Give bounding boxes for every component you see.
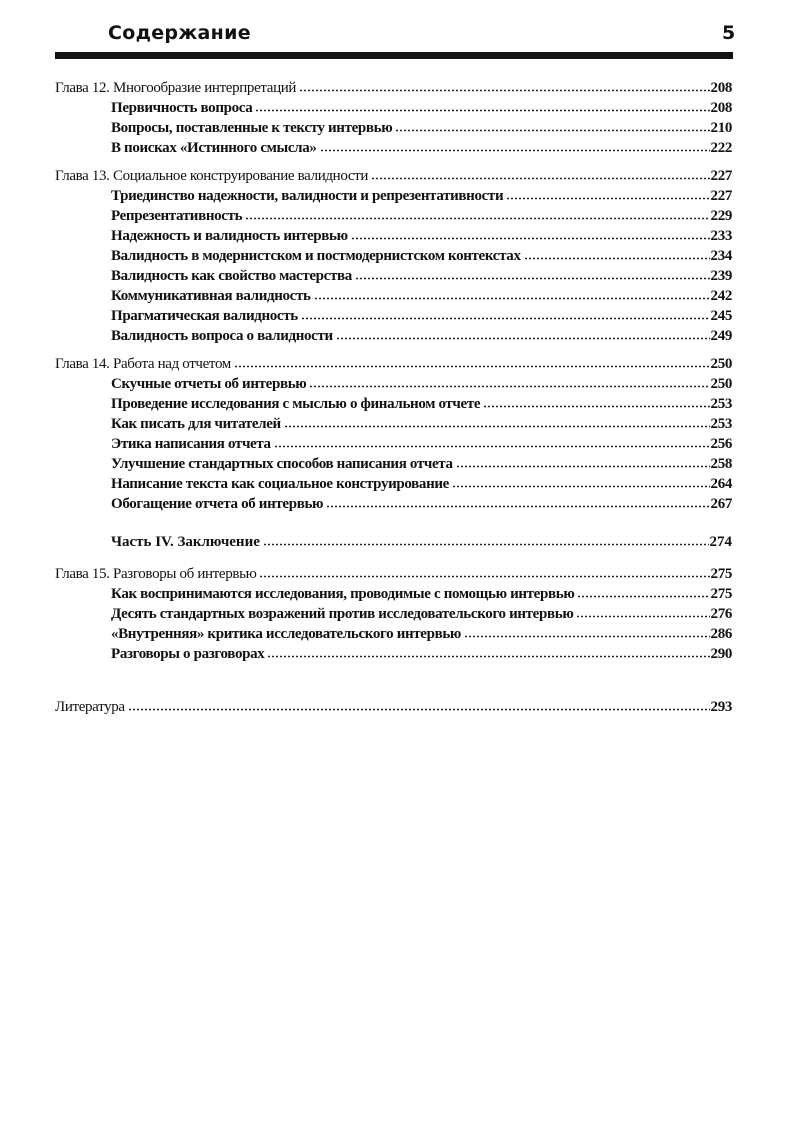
dot-leader — [234, 365, 710, 368]
dot-leader — [351, 237, 710, 240]
dot-leader — [371, 177, 709, 180]
dot-leader — [255, 109, 709, 112]
entry-title: Обогащение отчета об интервью — [111, 496, 324, 512]
entry-page: 233 — [710, 228, 732, 244]
entry-title: Разговоры о разговорах — [111, 646, 265, 662]
toc-section[interactable] — [55, 118, 732, 138]
entry-page: 227 — [710, 168, 732, 184]
entry-title: Триединство надежности, валидности и репрезентативности — [111, 188, 504, 204]
dot-leader — [128, 708, 710, 711]
entry-title: В поисках «Истинного смысла» — [111, 140, 317, 156]
entry-title: Этика написания отчета — [111, 436, 271, 452]
dot-leader — [576, 615, 709, 618]
dot-leader — [301, 317, 710, 320]
entry-page: 276 — [710, 606, 732, 622]
entry-page: 245 — [710, 308, 732, 324]
entry-page: 227 — [710, 188, 732, 204]
toc-section[interactable] — [55, 644, 732, 664]
entry-title: Глава 13. Социальное конструирование валидности — [55, 168, 369, 184]
entry-page: 239 — [710, 268, 732, 284]
toc-section[interactable] — [55, 414, 732, 434]
entry-page: 258 — [710, 456, 732, 472]
entry-page: 253 — [710, 396, 732, 412]
entry-title: «Внутренняя» критика исследовательского интервью — [111, 626, 462, 642]
entry-title: Как писать для читателей — [111, 416, 281, 432]
toc-section[interactable] — [55, 474, 732, 494]
dot-leader — [336, 337, 710, 340]
toc-chapter[interactable] — [55, 78, 732, 98]
header-rule — [55, 52, 733, 59]
dot-leader — [326, 505, 709, 508]
dot-leader — [577, 595, 709, 598]
toc-section[interactable] — [55, 374, 732, 394]
entry-page: 274 — [709, 534, 732, 550]
table-of-contents — [55, 78, 732, 717]
entry-page: 253 — [710, 416, 732, 432]
toc-chapter[interactable] — [55, 166, 732, 186]
toc-section[interactable] — [55, 454, 732, 474]
toc-section[interactable] — [55, 494, 732, 514]
toc-chapter[interactable] — [55, 564, 732, 584]
entry-title: Как воспринимаются исследования, проводимые с помощью интервью — [111, 586, 575, 602]
dot-leader — [314, 297, 710, 300]
toc-section[interactable] — [55, 584, 732, 604]
dot-leader — [274, 445, 710, 448]
entry-page: 256 — [710, 436, 732, 452]
entry-page: 250 — [710, 356, 732, 372]
dot-leader — [267, 655, 709, 658]
entry-title: Проведение исследования с мыслью о финальном отчете — [111, 396, 481, 412]
dot-leader — [259, 575, 709, 578]
entry-page: 249 — [710, 328, 732, 344]
entry-title: Глава 15. Разговоры об интервью — [55, 566, 257, 582]
entry-page: 242 — [710, 288, 732, 304]
entry-title: Глава 14. Работа над отчетом — [55, 356, 231, 372]
entry-title: Репрезентативность — [111, 208, 243, 224]
entry-page: 267 — [710, 496, 732, 512]
dot-leader — [456, 465, 710, 468]
entry-title: Написание текста как социальное конструирование — [111, 476, 449, 492]
entry-title: Валидность вопроса о валидности — [111, 328, 333, 344]
entry-title: Валидность в модернистском и постмодернистском контекстах — [111, 248, 521, 264]
entry-title: Первичность вопроса — [111, 100, 253, 116]
toc-section[interactable] — [55, 394, 732, 414]
toc-chapter[interactable] — [55, 354, 732, 374]
dot-leader — [320, 149, 710, 152]
entry-title: Улучшение стандартных способов написания отчета — [111, 456, 453, 472]
dot-leader — [299, 89, 709, 92]
entry-page: 234 — [710, 248, 732, 264]
page-number: 5 — [722, 22, 736, 44]
entry-title: Литература — [55, 699, 125, 715]
entry-title: Валидность как свойство мастерства — [111, 268, 352, 284]
toc-part[interactable] — [55, 532, 732, 552]
toc-section[interactable] — [55, 434, 732, 454]
entry-title: Прагматическая валидность — [111, 308, 298, 324]
entry-page: 275 — [710, 586, 732, 602]
toc-section[interactable] — [55, 266, 732, 286]
entry-page: 222 — [710, 140, 732, 156]
dot-leader — [506, 197, 709, 200]
dot-leader — [395, 129, 709, 132]
toc-section[interactable] — [55, 624, 732, 644]
toc-section[interactable] — [55, 206, 732, 226]
entry-page: 208 — [710, 80, 732, 96]
entry-page: 210 — [710, 120, 732, 136]
dot-leader — [524, 257, 710, 260]
entry-title: Надежность и валидность интервью — [111, 228, 348, 244]
entry-title: Десять стандартных возражений против исследовательского интервью — [111, 606, 574, 622]
toc-section[interactable] — [55, 138, 732, 158]
entry-page: 290 — [710, 646, 732, 662]
dot-leader — [483, 405, 709, 408]
toc-literature[interactable] — [55, 697, 732, 717]
entry-title: Часть IV. Заключение — [111, 534, 260, 550]
dot-leader — [355, 277, 710, 280]
toc-section[interactable] — [55, 286, 732, 306]
entry-page: 250 — [710, 376, 732, 392]
dot-leader — [464, 635, 710, 638]
entry-title: Глава 12. Многообразие интерпретаций — [55, 80, 297, 96]
dot-leader — [309, 385, 709, 388]
toc-section[interactable] — [55, 246, 732, 266]
entry-title: Скучные отчеты об интервью — [111, 376, 307, 392]
entry-page: 275 — [710, 566, 732, 582]
running-header-title: Содержание — [108, 22, 251, 44]
entry-page: 229 — [710, 208, 732, 224]
entry-page: 286 — [710, 626, 732, 642]
toc-section[interactable] — [55, 186, 732, 206]
entry-title: Вопросы, поставленные к тексту интервью — [111, 120, 393, 136]
toc-section[interactable] — [55, 604, 732, 624]
entry-page: 293 — [710, 699, 732, 715]
toc-section[interactable] — [55, 326, 732, 346]
entry-page: 208 — [710, 100, 732, 116]
dot-leader — [245, 217, 709, 220]
toc-section[interactable] — [55, 306, 732, 326]
toc-section[interactable] — [55, 98, 732, 118]
entry-title: Коммуникативная валидность — [111, 288, 311, 304]
toc-section[interactable] — [55, 226, 732, 246]
dot-leader — [284, 425, 710, 428]
dot-leader — [263, 543, 709, 546]
dot-leader — [452, 485, 710, 488]
entry-page: 264 — [710, 476, 732, 492]
